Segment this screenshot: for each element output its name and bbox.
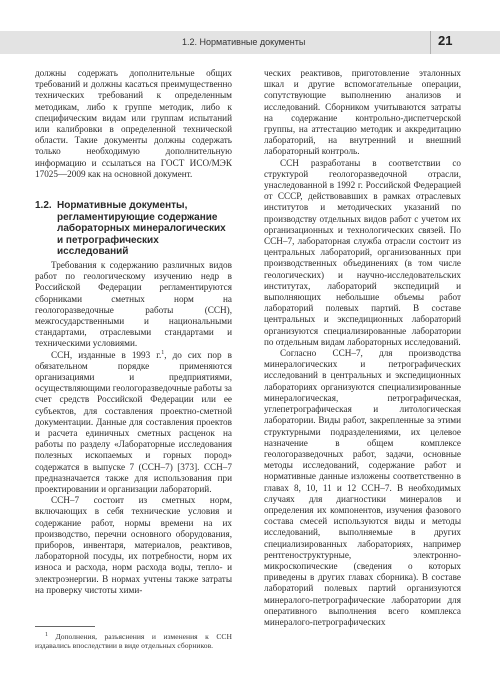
footnote (35, 632, 232, 650)
footnote-text: Дополнения, разъяснения и изменения к ССН издавались впоследствии в виде отдельных сборников. (35, 632, 232, 650)
running-header-title: 1.2. Нормативные документы (182, 37, 306, 47)
footnote-divider (35, 626, 95, 627)
right-column (264, 68, 461, 628)
paragraph: Согласно ССН–7, для производства минералогических и петрографических исследований в центральных и экспедиционных лабораториях организуются специализированные минералогическая, петрографическая, углепетрографическая и литологическая лаборатории. Виды работ, закрепленные за этими структурными подразделениями, их целевое назначение в общем комплексе геологоразведочных работ, задачи, основные методы исследований, содержание работ и нормативные данные изложены соответственно в главах 8, 10, 11 и 12 ССН–7. В необходимых случаях для диагностики минералов и определения их компонентов, изучения фазового состава смесей используются виды и методы исследований, выполняемые в других специализированных лабораториях, например рентгеноструктурные, электронно-микроскопические (сведения о которых приведены в других главах сборника). В составе лабораторий полевых партий организуются минералого-петрографические лаборатории для оперативного выполнения всего комплекса минералого-петрографических (264, 348, 461, 627)
paragraph: ССН разработаны в соответствии со структурой геологоразведочной отрасли, унаследованной в 1992 г. Российской Федерацией от СССР, действовавших в рамках отраслевых институтов и методических указаний по производству отдельных видов работ с учетом их организационных и технологических связей. По ССН–7, лабораторная служба отрасли состоит из центральных лабораторий, организованных при производственных объединениях (в том числе геологических) и научно-исследовательских институтах, лабораторий экспедиций и выполняющих небольшие объемы работ лабораторий полевых партий. В составе центральных и экспедиционных лабораторий организуются специализированные лаборатории по отдельным видам лабораторных исследований. (264, 157, 461, 347)
header-divider (430, 31, 431, 54)
paragraph-text: ССН, изданные в 1993 г. (51, 349, 162, 360)
paragraph: должны содержать дополнительные общих требований и должны касаться преимущественно технических требований к определенным методикам, либо к группе методик, либо к специфическим видам или группам испытаний или калибровки в определенной технической области. Такие документы должны содержать только необходимую дополнительную информацию и ссылаться на ГОСТ ИСО/МЭК 17025—2009 как на основной документ. (35, 68, 232, 179)
page-number: 21 (438, 33, 453, 48)
paragraph: ССН–7 состоит из сметных норм, включающих в себя технические условия и содержание работ, нормы времени на их производство, перечни основного оборудования, приборов, инвентаря, материалов, реактивов, лабораторной посуды, их потребности, норм их износа и расхода, норм расхода воды, тепло- и электроэнергии. В нормах учтены также затраты на проверку чистоты хими- (35, 495, 232, 595)
footnote-reference: 1 (161, 349, 165, 356)
paragraph: Требования к содержанию различных видов работ по геологическому изучению недр в Российской Федерации регламентируются сборниками сметных норм на геологоразведочные работы (ССН), межгосударственными и национальными стандартами, отраслевыми стандартами и техническими условиями. (35, 260, 232, 349)
left-column-body (35, 260, 232, 596)
paragraph-text: , до сих пор в обязательном порядке применяются организациями и предприятиями, осуществляющими геологоразведочные работы за счет средств Российской Федерации или ее субъектов, для составления проектно-сметной документации. Данные для составления проектов и расчета единичных сметных расценок на работы по разделу «Лабораторные исследования полезных ископаемых и горных пород» содержатся в выпуске 7 (ССН–7) [373]. ССН–7 предназначается также для использования при проектировании и организации лабораторий. (35, 349, 232, 495)
paragraph (35, 350, 232, 496)
footnote-mark: 1 (45, 632, 48, 638)
section-heading-number: 1.2. (35, 200, 52, 211)
section-heading (35, 200, 232, 258)
paragraph: ческих реактивов, приготовление эталонных шкал и другие вспомогательные операции, сопутствующие выполнению анализов и исследований. Сборником учитываются затраты на содержание контрольно-диспетчерской группы, на аттестацию методик и аккредитацию лабораторий, на внутренний и внешний лабораторный контроль. (264, 68, 461, 157)
section-heading-text: Нормативные документы, регламентирующие содержание лабораторных минералогических и петрографических исследований (57, 200, 226, 257)
left-column-top (35, 68, 232, 180)
